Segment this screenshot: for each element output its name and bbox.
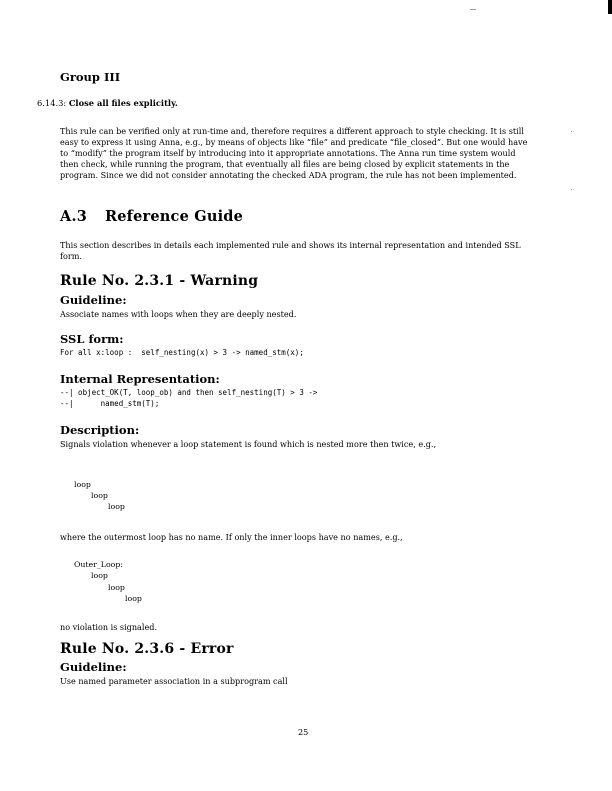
- example-line: Outer_Loop:: [74, 560, 123, 569]
- paragraph-line: program. Since we did not consider annotating the checked ADA program, the rule has not been implemented.: [60, 169, 517, 180]
- description-text: Signals violation whenever a loop statement is found which is nested more then twice, e.g.,: [60, 439, 437, 449]
- paragraph-line: This rule can be verified only at run-time and, therefore requires a different approach to style checking. It is still: [60, 126, 524, 136]
- guideline-heading: Guideline:: [60, 293, 127, 307]
- guideline-heading: Guideline:: [60, 660, 127, 674]
- group-title: Group III: [60, 70, 121, 84]
- page-number: 25: [298, 727, 309, 737]
- example-line: loop: [108, 502, 125, 511]
- group-paragraph: [60, 126, 552, 181]
- scan-edge-mark: [608, 0, 612, 14]
- paragraph-line: form.: [60, 250, 82, 261]
- paragraph-line: then check, while running the program, that eventually all files are being closed by explicit statements in the: [60, 158, 510, 169]
- scan-speck: [571, 189, 572, 190]
- ssl-code: For all x:loop : self_nesting(x) > 3 -> named_stm(x);: [60, 348, 304, 357]
- reference-intro: [60, 240, 552, 262]
- paragraph-line: to “modify” the program itself by introducing into it appropriate annotations. The Anna run time system would: [60, 147, 516, 158]
- scan-speck: [571, 131, 572, 132]
- example-line: loop: [125, 594, 142, 603]
- middle-text: where the outermost loop has no name. If only the inner loops have no names, e.g.,: [60, 532, 403, 542]
- rule-item-title: Close all files explicitly.: [68, 98, 178, 108]
- section-heading: [60, 208, 243, 225]
- section-number: A.3: [60, 208, 87, 225]
- scan-speck: [470, 9, 476, 10]
- closing-text: no violation is signaled.: [60, 622, 158, 632]
- internal-representation-heading: Internal Representation:: [60, 372, 220, 386]
- example-line: loop: [91, 491, 108, 500]
- rule-item-6-14-3: [37, 98, 178, 108]
- internal-code-line: --| named_stm(T);: [60, 399, 160, 408]
- section-title: Reference Guide: [105, 208, 244, 225]
- rule-title: Rule No. 2.3.6 - Error: [60, 641, 234, 657]
- description-heading: Description:: [60, 423, 140, 437]
- ssl-form-heading: SSL form:: [60, 332, 124, 346]
- example-line: loop: [108, 583, 125, 592]
- example-line: loop: [91, 571, 108, 580]
- rule-item-number: 6.14.3:: [37, 98, 67, 108]
- internal-code-line: --| object_OK(T, loop_ob) and then self_nesting(T) > 3 ->: [60, 388, 318, 397]
- rule-title: Rule No. 2.3.1 - Warning: [60, 273, 259, 289]
- example-line: loop: [74, 480, 91, 489]
- paragraph-line: easy to express it using Anna, e.g., by means of objects like “file” and predicate “file_closed”. But one would have: [60, 136, 528, 147]
- guideline-text: Use named parameter association in a subprogram call: [60, 676, 288, 686]
- paragraph-line: This section describes in details each implemented rule and shows its internal representation and intended SSL: [60, 240, 521, 250]
- guideline-text: Associate names with loops when they are deeply nested.: [60, 309, 297, 319]
